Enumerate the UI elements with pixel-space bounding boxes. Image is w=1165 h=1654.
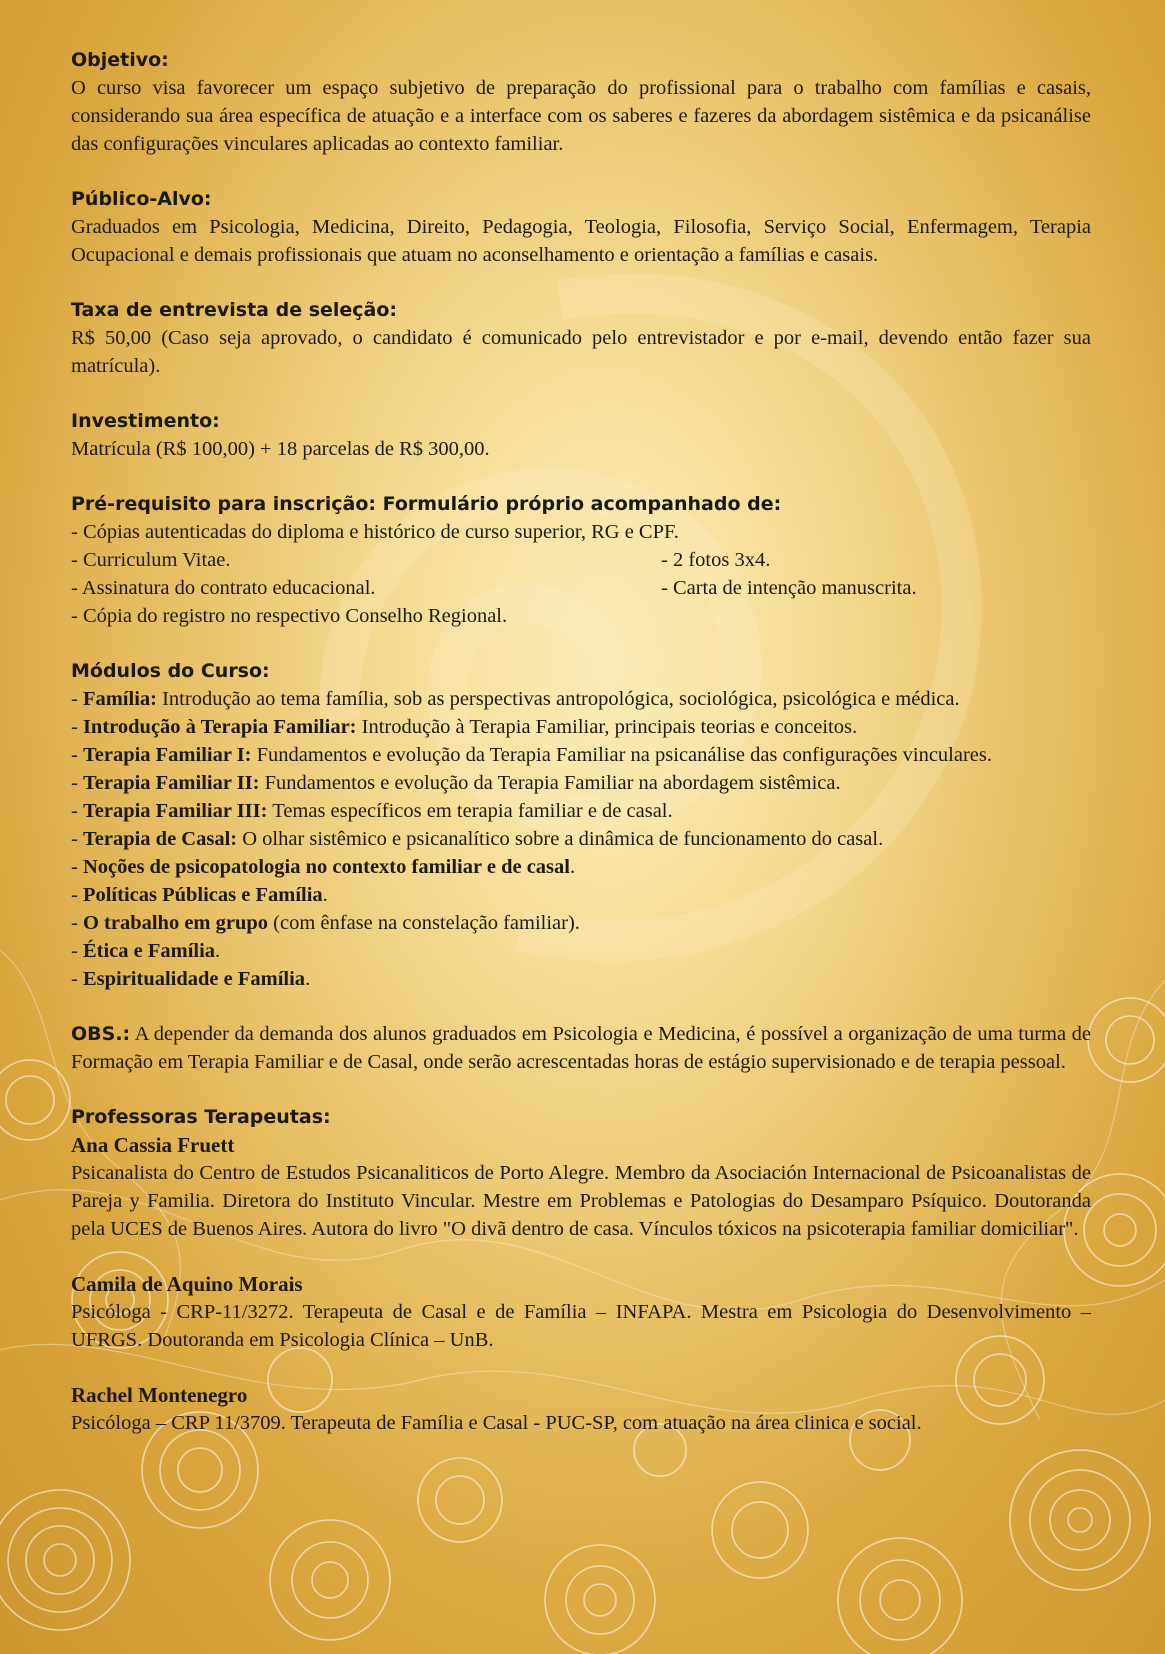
- module-title: Políticas Públicas e Família: [82, 884, 323, 906]
- investimento-text: Matrícula (R$ 100,00) + 18 parcelas de R$ 300,00.: [71, 438, 490, 460]
- module-description: Fundamentos e evolução da Terapia Familiar na abordagem sistêmica.: [259, 772, 841, 794]
- heading-modulos: Módulos do Curso:: [71, 660, 270, 682]
- module-item: - Terapia Familiar III: Temas específicos em terapia familiar e de casal.: [71, 800, 673, 822]
- obs-paragraph: [71, 1020, 1091, 1076]
- professora-bio: Psicóloga – CRP 11/3709. Terapeuta de Família e Casal - PUC-SP, com atuação na área clinica e social.: [71, 1412, 922, 1434]
- module-title: Terapia de Casal:: [82, 828, 238, 850]
- heading-objetivo: Objetivo:: [71, 49, 169, 71]
- module-item: - Ética e Família.: [71, 940, 221, 962]
- section-prerequisito: [71, 490, 1091, 630]
- heading-prerequisito: Pré-requisito para inscrição: Formulário próprio acompanhado de:: [71, 493, 782, 515]
- prerequisito-item: - 2 fotos 3x4.: [661, 549, 771, 571]
- professora-bio: Psicóloga - CRP-11/3272. Terapeuta de Casal e de Família – INFAPA. Mestra em Psicologia do Desenvolvimento – UFRGS. Doutoranda em Psicologia Clínica – UnB.: [71, 1301, 1091, 1351]
- section-taxa: [71, 296, 1091, 380]
- prerequisito-item: - Cópias autenticadas do diploma e histórico de curso superior, RG e CPF.: [71, 521, 679, 543]
- professora-name: Ana Cassia Fruett: [71, 1133, 235, 1157]
- objetivo-text: O curso visa favorecer um espaço subjetivo de preparação do profissional para o trabalho com famílias e casais, considerando sua área específica de atuação e a interface com os saberes e fazeres da abordagem sistêmica e da psicanálise das configurações vinculares aplicadas ao contexto familiar.: [71, 77, 1091, 155]
- module-description: Introdução à Terapia Familiar, principais teorias e conceitos.: [356, 716, 858, 738]
- prerequisito-item: - Curriculum Vitae.: [71, 549, 231, 571]
- module-description: Temas específicos em terapia familiar e de casal.: [267, 800, 673, 822]
- module-description: (com ênfase na constelação familiar).: [268, 912, 580, 934]
- module-item: - O trabalho em grupo (com ênfase na constelação familiar).: [71, 912, 580, 934]
- module-item: - Introdução à Terapia Familiar: Introdução à Terapia Familiar, principais teorias e conceitos.: [71, 716, 858, 738]
- prerequisito-item: - Carta de intenção manuscrita.: [661, 577, 917, 599]
- obs-label: OBS.:: [71, 1023, 131, 1045]
- module-item: - Noções de psicopatologia no contexto familiar e de casal.: [71, 856, 576, 878]
- taxa-text: R$ 50,00 (Caso seja aprovado, o candidato é comunicado pelo entrevistador e por e-mail, devendo então fazer sua matrícula).: [71, 327, 1091, 377]
- module-title: Ética e Família: [82, 940, 216, 962]
- section-professora-3: [71, 1381, 1091, 1437]
- module-title: Introdução à Terapia Familiar:: [82, 716, 357, 738]
- module-title: Família:: [82, 688, 157, 710]
- module-title: O trabalho em grupo: [82, 912, 269, 934]
- module-item: - Terapia de Casal: O olhar sistêmico e psicanalítico sobre a dinâmica de funcionamento do casal.: [71, 828, 884, 850]
- prerequisito-item: - Cópia do registro no respectivo Conselho Regional.: [71, 605, 508, 627]
- module-title: Terapia Familiar III:: [82, 800, 268, 822]
- heading-publico-alvo: Público-Alvo:: [71, 188, 212, 210]
- page-content: [71, 46, 1091, 1464]
- module-item: - Políticas Públicas e Família.: [71, 884, 328, 906]
- section-modulos: [71, 657, 1091, 993]
- professora-name: Camila de Aquino Morais: [71, 1272, 303, 1296]
- module-item: - Terapia Familiar II: Fundamentos e evolução da Terapia Familiar na abordagem sistêmica.: [71, 772, 841, 794]
- module-description: .: [569, 856, 576, 878]
- module-item: - Espiritualidade e Família.: [71, 968, 311, 990]
- prerequisito-row: [71, 546, 1091, 574]
- module-item: - Família: Introdução ao tema família, sob as perspectivas antropológica, sociológica, psicológica e médica.: [71, 688, 960, 710]
- module-description: .: [322, 884, 328, 906]
- module-description: Introdução ao tema família, sob as perspectivas antropológica, sociológica, psicológica e médica.: [156, 688, 960, 710]
- section-professora-2: [71, 1270, 1091, 1354]
- module-description: .: [215, 940, 221, 962]
- module-item: - Terapia Familiar I: Fundamentos e evolução da Terapia Familiar na psicanálise das configurações vinculares.: [71, 744, 992, 766]
- professora-bio: Psicanalista do Centro de Estudos Psicanaliticos de Porto Alegre. Membro da Asociación Internacional de Psicoanalistas de Pareja y Familia. Diretora do Instituto Vincular. Mestre em Problemas e Patologias do Desamparo Psíquico. Doutoranda pela UCES de Buenos Aires. Autora do livro "O divã dentro de casa. Vínculos tóxicos na psicoterapia familiar domiciliar".: [71, 1162, 1091, 1240]
- professora-name: Rachel Montenegro: [71, 1383, 248, 1407]
- module-description: O olhar sistêmico e psicanalítico sobre a dinâmica de funcionamento do casal.: [237, 828, 884, 850]
- prerequisito-row: [71, 574, 1091, 602]
- module-title: Terapia Familiar I:: [82, 744, 252, 766]
- module-title: Terapia Familiar II:: [82, 772, 260, 794]
- section-investimento: [71, 407, 1091, 463]
- obs-text: A depender da demanda dos alunos graduados em Psicologia e Medicina, é possível a organização de uma turma de Formação em Terapia Familiar e de Casal, onde serão acrescentadas horas de estágio supervisionado e de terapia pessoal.: [71, 1023, 1091, 1073]
- heading-taxa: Taxa de entrevista de seleção:: [71, 299, 398, 321]
- module-description: Fundamentos e evolução da Terapia Familiar na psicanálise das configurações vinculares.: [251, 744, 992, 766]
- module-description: .: [305, 968, 311, 990]
- prerequisito-item: - Assinatura do contrato educacional.: [71, 577, 376, 599]
- heading-investimento: Investimento:: [71, 410, 220, 432]
- section-publico-alvo: [71, 185, 1091, 269]
- section-professoras: [71, 1103, 1091, 1243]
- section-objetivo: [71, 46, 1091, 158]
- section-obs: [71, 1020, 1091, 1076]
- heading-professoras: Professoras Terapeutas:: [71, 1106, 331, 1128]
- module-title: Espiritualidade e Família: [82, 968, 306, 990]
- publico-alvo-text: Graduados em Psicologia, Medicina, Direito, Pedagogia, Teologia, Filosofia, Serviço Social, Enfermagem, Terapia Ocupacional e demais profissionais que atuam no aconselhamento e orientação a famílias e casais.: [71, 216, 1091, 266]
- module-title: Noções de psicopatologia no contexto familiar e de casal: [82, 856, 570, 878]
